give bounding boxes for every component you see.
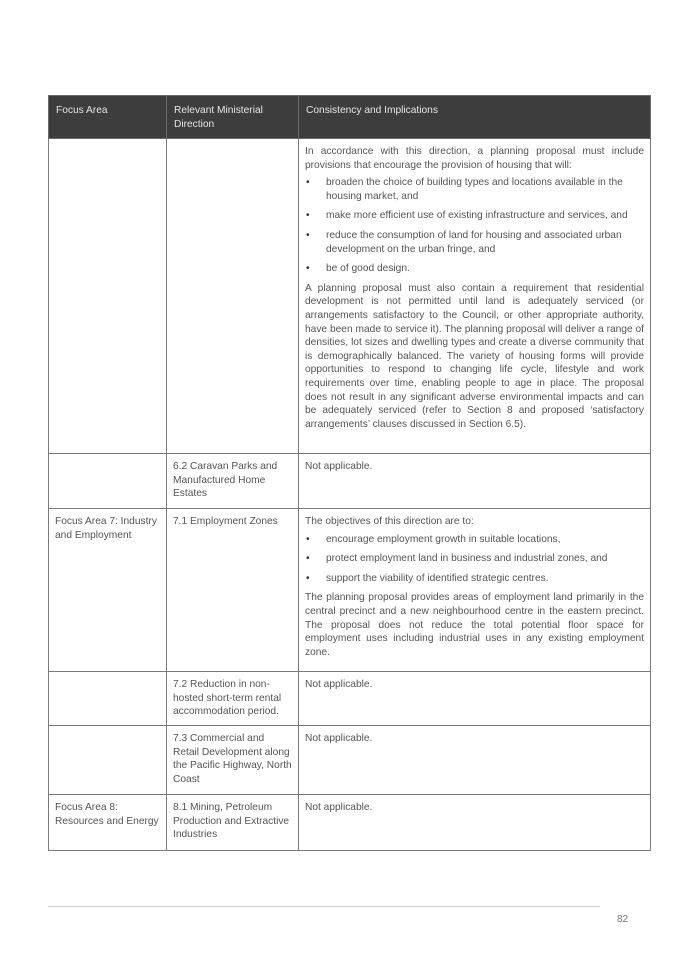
intro-text: The objectives of this direction are to: (305, 516, 474, 527)
direction-cell: 7.3 Commercial and Retail Development along the Pacific Highway, North Coast (167, 726, 299, 795)
consistency-cell: Not applicable. (299, 454, 651, 509)
body-paragraph: The planning proposal provides areas of employment land primarily in the central precinct and a new neighbourhood centre in the eastern precinct. The proposal does not reduce the total potential floor space for employment uses including industrial uses in any existing employment zone. (305, 592, 644, 658)
header-focus-area: Focus Area (49, 96, 167, 139)
bullet-list (305, 533, 644, 586)
consistency-cell (299, 509, 651, 672)
header-ministerial-direction: Relevant Ministerial Direction (167, 96, 299, 139)
page-number: 82 (617, 914, 629, 925)
table-row (49, 509, 651, 672)
consistency-cell: Not applicable. (299, 726, 651, 795)
table-row (49, 672, 651, 726)
table-row (49, 726, 651, 795)
consistency-cell (299, 139, 651, 454)
list-item: • reduce the consumption of land for housing and associated urban development on the urban fringe, and (305, 229, 644, 256)
body-paragraph: A planning proposal must also contain a requirement that residential development is not permitted until land is adequately serviced (or arrangements satisfactory to the Council, or other appropriate authority, have been made to service it). The planning proposal will deliver a range of densities, lot sizes and dwelling types and create a diverse community that is demographically balanced. The variety of housing forms will provide opportunities to respond to changing life cycle, lifestyle and work requirements over time, enabling people to age in place. The proposal does not result in any significant adverse environmental impacts and can be adequately serviced (refer to Section 8 and proposed ‘satisfactory arrangements’ clauses discussed in Section 6.5). (305, 282, 644, 430)
intro-text: In accordance with this direction, a planning proposal must include provisions that encourage the provision of housing that will: (305, 146, 644, 171)
list-item: • protect employment land in business and industrial zones, and (305, 552, 644, 566)
list-item: • be of good design. (305, 262, 644, 276)
focus-area-cell (49, 672, 167, 726)
table-row (49, 795, 651, 851)
focus-area-cell (49, 139, 167, 454)
consistency-table (48, 95, 651, 851)
list-item: • make more efficient use of existing infrastructure and services, and (305, 209, 644, 223)
focus-area-cell: Focus Area 8: Resources and Energy (49, 795, 167, 851)
bullet-list (305, 176, 644, 276)
table-row (49, 454, 651, 509)
direction-cell (167, 139, 299, 454)
focus-area-cell (49, 726, 167, 795)
direction-cell: 7.1 Employment Zones (167, 509, 299, 672)
list-item: • encourage employment growth in suitable locations, (305, 533, 644, 547)
consistency-cell: Not applicable. (299, 795, 651, 851)
list-item: • broaden the choice of building types and locations available in the housing market, and (305, 176, 644, 203)
list-item: • support the viability of identified strategic centres. (305, 572, 644, 586)
focus-area-cell (49, 454, 167, 509)
table-header-row (49, 96, 651, 139)
table-row (49, 139, 651, 454)
focus-area-cell: Focus Area 7: Industry and Employment (49, 509, 167, 672)
consistency-cell: Not applicable. (299, 672, 651, 726)
footer-divider (48, 906, 600, 907)
direction-cell: 6.2 Caravan Parks and Manufactured Home Estates (167, 454, 299, 509)
direction-cell: 7.2 Reduction in non-hosted short-term rental accommodation period. (167, 672, 299, 726)
direction-cell: 8.1 Mining, Petroleum Production and Extractive Industries (167, 795, 299, 851)
header-consistency: Consistency and Implications (299, 96, 651, 139)
